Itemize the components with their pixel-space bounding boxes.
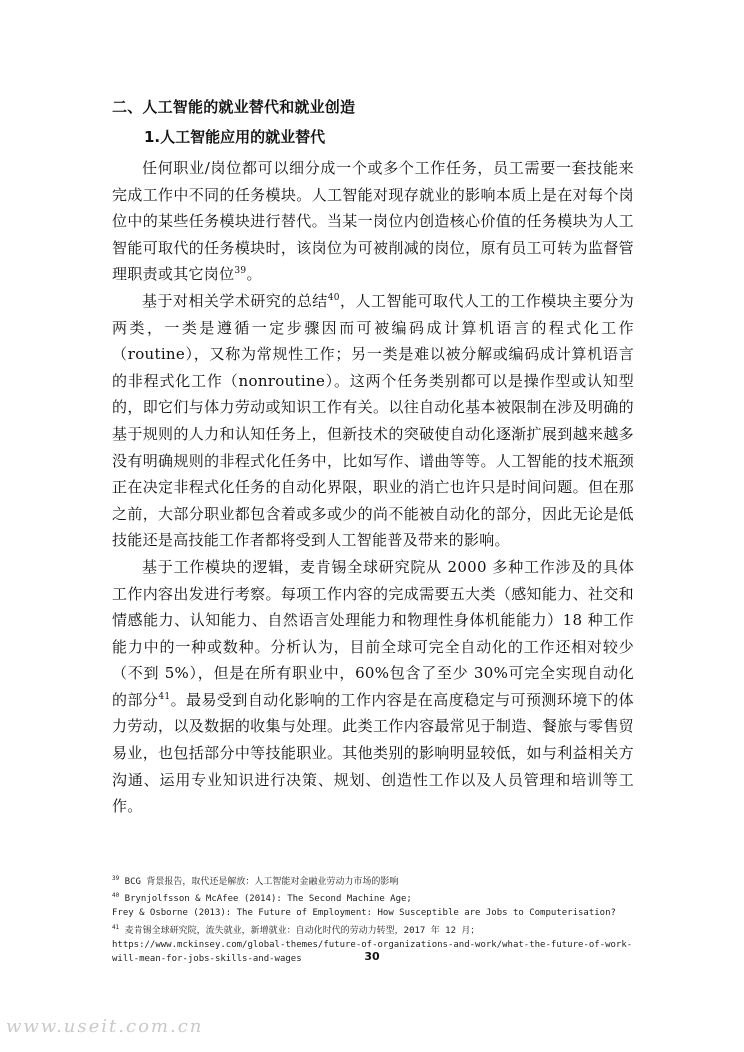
footnote-link[interactable]: https://www.mckinsey.com/global-themes/future-of-organizations-and-work/what-the-future-of-work-will-mean-for-jobs-skills-and-wages	[112, 939, 633, 965]
paragraph-1	[112, 155, 634, 288]
paragraph-3	[112, 554, 634, 820]
footnote-ref-39[interactable]: 39	[234, 266, 247, 277]
paragraph-text: 。最易受到自动化影响的工作内容是在高度稳定与可预测环境下的体力劳动，以及数据的收集与处理。此类工作内容最常见于制造、餐旅与零售贸易业，也包括部分中等技能职业。其他类别的影响明显较低，如与利益相关方沟通、运用专业知识进行决策、规划、创造性工作以及人员管理和培训等工作。	[112, 690, 634, 816]
footnote-text: 麦肯锡全球研究院，流失就业，新增就业：自动化时代的劳动力转型，2017 年 12 月；	[119, 925, 480, 936]
footnote-ref-40[interactable]: 40	[327, 292, 340, 303]
footnote-40-continued	[112, 906, 634, 920]
paragraph-text: 基于工作模块的逻辑，麦肯锡全球研究院从 2000 多种工作涉及的具体工作内容出发进行考察。每项工作内容的完成需要五大类（感知能力、社交和情感能力、认知能力、自然语言处理能力和物理性身体机能能力）18 种工作能力中的一种或数种。分析认为，目前全球可完全自动化的工作还相对较少（不到 5%），但是在所有职业中，60%包含了至少 30%可完全实现自动化的部分	[112, 557, 634, 709]
footnote-text: BCG 背景报告，取代还是解放：人工智能对金融业劳动力市场的影响	[119, 877, 399, 887]
footnote-ref-41[interactable]: 41	[158, 691, 171, 702]
footnote-text: Frey & Osborne (2013): The Future of Employment: How Susceptible are Jobs to Computerisation?	[112, 908, 616, 919]
footnote-41	[112, 921, 634, 938]
subsection-heading: 1.人工智能应用的就业替代	[144, 128, 326, 146]
footnote-39	[112, 872, 634, 889]
page-number: 30	[364, 950, 380, 963]
paragraph-text: 任何职业/岗位都可以细分成一个或多个工作任务，员工需要一套技能来完成工作中不同的任务模块。人工智能对现存就业的影响本质上是在对每个岗位中的某些任务模块进行替代。当某一岗位内创造核心价值的任务模块为人工智能可取代的任务模块时，该岗位为可被削减的岗位，原有员工可转为监督管理职责或其它岗位	[112, 159, 634, 284]
footnote-number: 40	[112, 892, 120, 900]
section-heading: 二、人工智能的就业替代和就业创造	[112, 98, 356, 116]
footnote-text: Brynjolfsson & McAfee (2014): The Second Machine Age;	[119, 894, 412, 905]
footnote-number: 39	[112, 875, 120, 882]
paragraph-text: ，人工智能可取代人工的工作模块主要分为两类，一类是遵循一定步骤因而可被编码成计算机语言的程式化工作（routine），又称为常规性工作；另一类是难以被分解或编码成计算机语言的非程式化工作（nonroutine）。这两个任务类别都可以是操作型或认知型的，即它们与体力劳动或知识工作有关。以往自动化基本被限制在涉及明确的基于规则的人力和认知任务上，但新技术的突破使自动化逐渐扩展到越来越多没有明确规则的非程式化任务中，比如写作、谱曲等等。人工智能的技术瓶颈正在决定非程式化任务的自动化界限，职业的消亡也许只是时间问题。但在那之前，大部分职业都包含着或多或少的尚不能被自动化的部分，因此无论是低技能还是高技能工作者都将受到人工智能普及带来的影响。	[112, 291, 634, 550]
footnote-number: 41	[112, 923, 120, 931]
footnote-40	[112, 889, 634, 906]
main-content	[112, 97, 634, 820]
paragraph-2	[112, 288, 634, 554]
paragraph-text: 。	[246, 265, 262, 284]
watermark: www.useit.com.cn	[6, 1016, 204, 1037]
paragraph-text: 基于对相关学术研究的总结	[142, 291, 328, 310]
